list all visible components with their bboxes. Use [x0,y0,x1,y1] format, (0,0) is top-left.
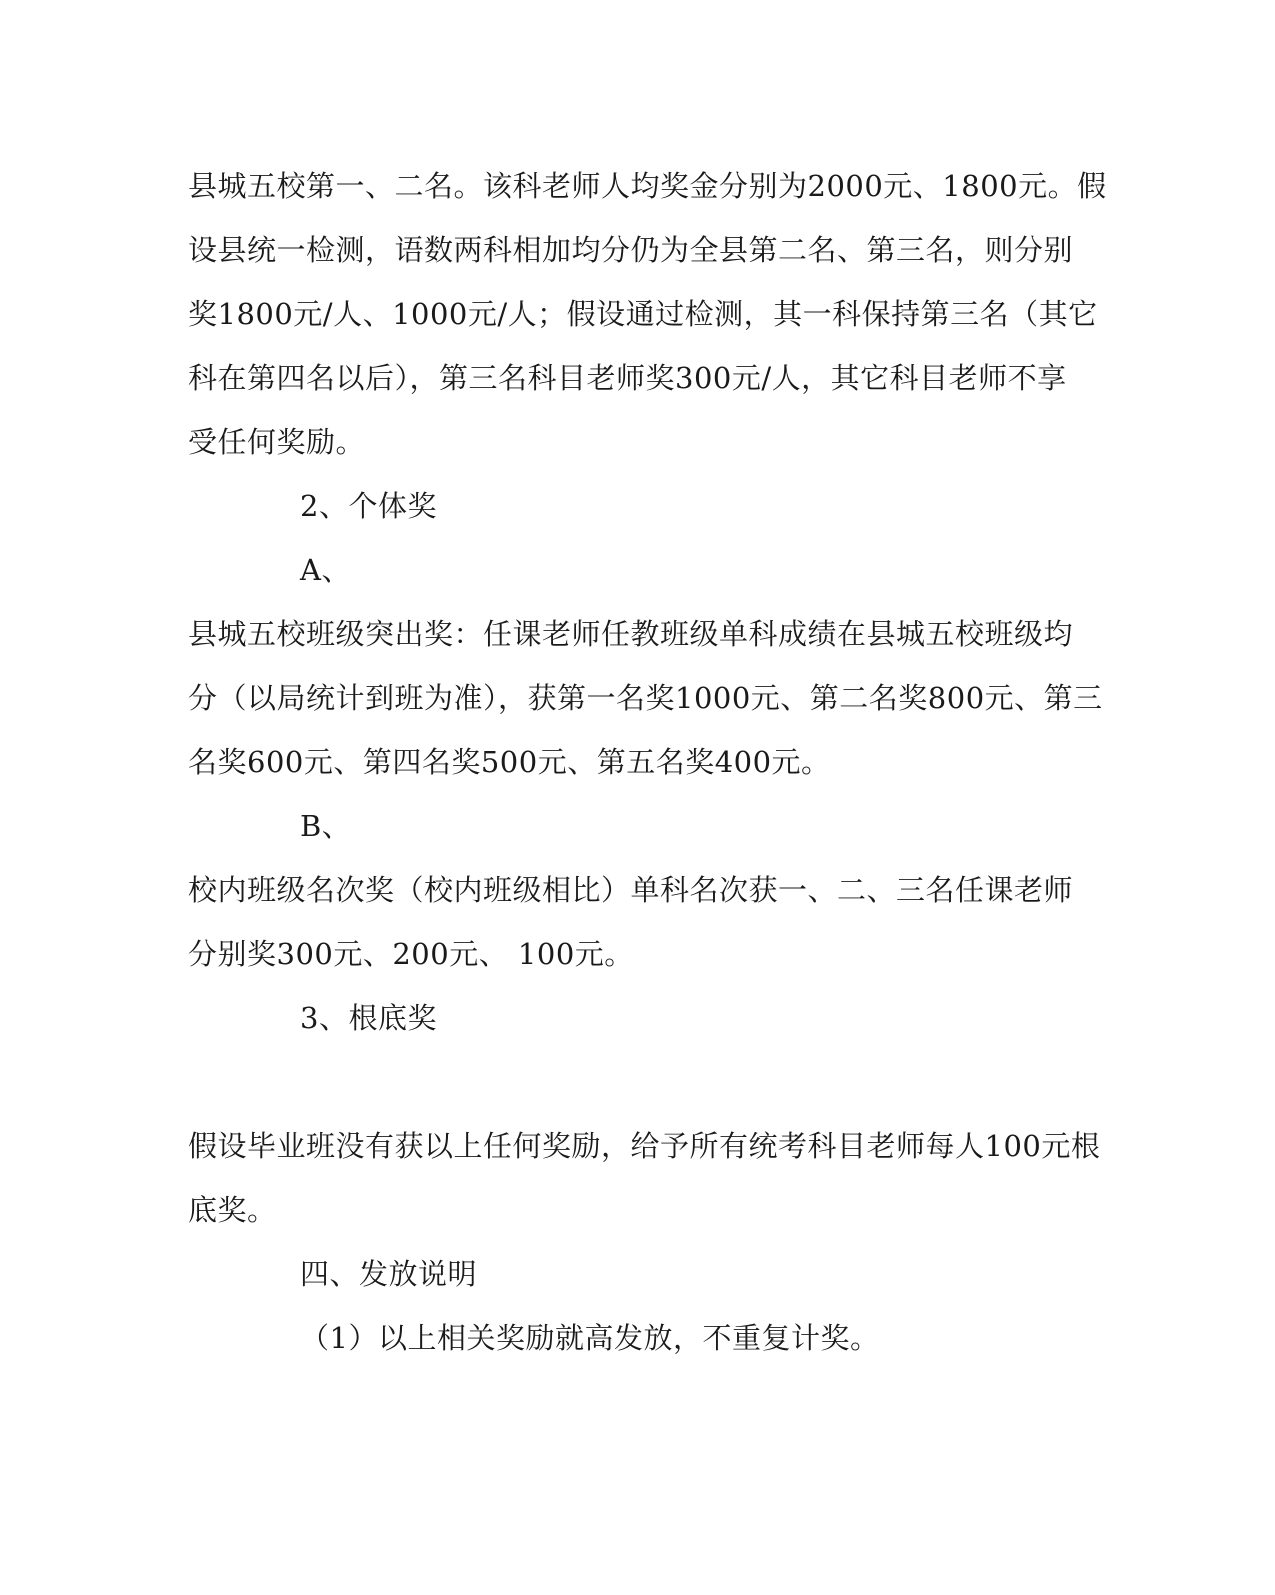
list-item: （1）以上相关奖励就高发放，不重复计奖。 [300,1321,880,1355]
section-heading: 3、根底奖 [300,1001,437,1035]
paragraph-line: 假设毕业班没有获以上任何奖励，给予所有统考科目老师每人100元根 [188,1129,1101,1163]
subsection-label: A、 [300,553,351,587]
paragraph-line: 名奖600元、第四名奖500元、第五名奖400元。 [188,745,831,779]
paragraph-line: 奖1800元/人、1000元/人；假设通过检测，其一科保持第三名（其它 [188,297,1098,331]
paragraph-line: 分（以局统计到班为准），获第一名奖1000元、第二名奖800元、第三 [188,681,1103,715]
section-heading: 2、个体奖 [300,489,437,523]
section-heading: 四、发放说明 [300,1257,478,1291]
paragraph-line: 分别奖300元、200元、 100元。 [188,937,634,971]
paragraph-line: 设县统一检测，语数两科相加均分仍为全县第二名、第三名，则分别 [188,233,1074,267]
paragraph-line: 受任何奖励。 [188,425,366,459]
paragraph-line: 科在第四名以后），第三名科目老师奖300元/人，其它科目老师不享 [188,361,1067,395]
paragraph-line: 校内班级名次奖（校内班级相比）单科名次获一、二、三名任课老师 [188,873,1074,907]
paragraph-line: 底奖。 [188,1193,277,1227]
subsection-label: B、 [300,809,352,843]
paragraph-line: 县城五校班级突出奖：任课老师任教班级单科成绩在县城五校班级均 [188,617,1074,651]
paragraph-line: 县城五校第一、二名。该科老师人均奖金分别为2000元、1800元。假 [188,169,1107,203]
